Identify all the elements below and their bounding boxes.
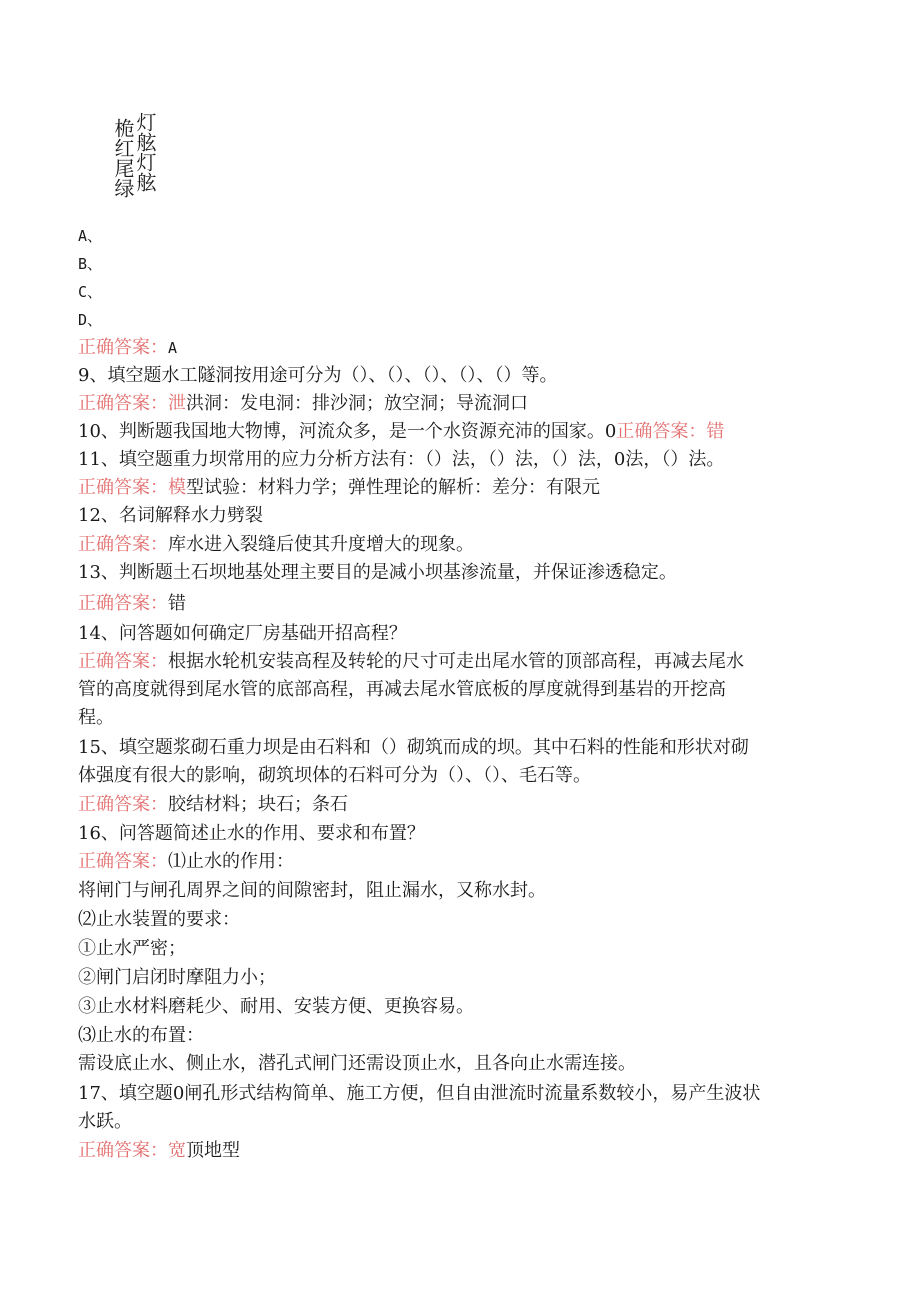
q12-answer-row [78, 533, 474, 557]
answer-label: 正确答案： [78, 794, 168, 815]
q15-answer: 胶结材料；块石；条石 [168, 794, 348, 815]
q8-answer-row [78, 336, 177, 360]
answer-label: 正确答案： [78, 477, 168, 498]
q14-answer-line3: 程。 [78, 707, 114, 728]
q11-answer-first: 模 [168, 477, 186, 498]
answer-label: 正确答案： [78, 534, 168, 555]
q17-answer-row [78, 1139, 240, 1163]
q10-row [78, 420, 724, 444]
q10-question: 10、判断题我国地大物博，河流众多，是一个水资源充沛的国家。0 [78, 421, 617, 442]
q13-answer-row [78, 592, 186, 616]
q16-question: 16、问答题简述止水的作用、要求和布置？ [78, 823, 425, 844]
answer-label: 正确答案： [78, 593, 168, 614]
figure-column-left: 桅红尾绿 [111, 118, 135, 198]
option-d: D、 [78, 311, 103, 329]
q17-answer-first: 宽 [168, 1140, 186, 1161]
q16-answer-line: 将闸门与闸孔周界之间的间隙密封，阻止漏水，又称水封。 [78, 880, 546, 901]
q16-answer-row [78, 850, 294, 874]
figure-column-right: 灯舷灯舷 [133, 112, 157, 192]
q12-question: 12、名词解释水力劈裂 [78, 505, 263, 526]
q13-answer: 错 [168, 593, 186, 614]
q9-answer-first: 泄 [168, 393, 186, 414]
q11-answer-row [78, 476, 600, 500]
q17-question-line2: 水跃。 [78, 1111, 132, 1132]
q12-answer: 库水进入裂缝后使其升度增大的现象。 [168, 534, 474, 555]
q8-answer: A [168, 339, 178, 357]
q16-answer-line: ①止水严密； [78, 938, 186, 959]
answer-label: 正确答案： [78, 851, 168, 872]
q16-answer-line: ⑴止水的作用： [168, 851, 294, 872]
q15-answer-row [78, 793, 348, 817]
q16-answer-line: ⑵止水装置的要求： [78, 909, 240, 930]
q11-answer-rest: 型试验：材料力学；弹性理论的解析：差分：有限元 [186, 477, 600, 498]
option-a: A、 [78, 227, 103, 245]
q15-question-line1: 15、填空题浆砌石重力坝是由石料和（）砌筑而成的坝。其中石料的性能和形状对砌 [78, 737, 749, 758]
q14-answer-line1: 根据水轮机安装高程及转轮的尺寸可走出尾水管的顶部高程，再减去尾水 [168, 651, 744, 672]
answer-label: 正确答案： [78, 651, 168, 672]
q14-answer-line2: 管的高度就得到尾水管的底部高程，再减去尾水管底板的厚度就得到基岩的开挖高 [78, 679, 726, 700]
q17-question-line1: 17、填空题0闸孔形式结构简单、施工方便，但自由泄流时流量系数较小，易产生波状 [78, 1083, 761, 1104]
q10-answer: 错 [706, 421, 725, 442]
answer-label: 正确答案： [78, 393, 168, 414]
q11-question: 11、填空题重力坝常用的应力分析方法有：（）法，（）法，（）法，0法，（）法。 [78, 449, 725, 470]
option-c: C、 [78, 283, 103, 301]
q14-question: 14、问答题如何确定厂房基础开招高程？ [78, 623, 407, 644]
answer-label: 正确答案： [78, 337, 168, 358]
q15-question-line2: 体强度有很大的影响，砌筑坝体的石料可分为（）、（）、毛石等。 [78, 765, 591, 786]
q9-answer-rest: 洪洞：发电洞：排沙洞；放空洞；导流洞口 [186, 393, 528, 414]
option-b: B、 [78, 255, 103, 273]
q16-answer-line: 需设底止水、侧止水，潜孔式闸门还需设顶止水，且各向止水需连接。 [78, 1053, 636, 1074]
answer-label: 正确答案： [616, 421, 707, 442]
answer-label: 正确答案： [78, 1140, 168, 1161]
q17-answer-rest: 顶地型 [186, 1140, 240, 1161]
q14-answer-row [78, 650, 744, 674]
q13-question: 13、判断题土石坝地基处理主要目的是减小坝基渗流量，并保证渗透稳定。 [78, 562, 677, 583]
q9-answer-row [78, 392, 528, 416]
q16-answer-line: ②闸门启闭时摩阻力小； [78, 967, 276, 988]
q16-answer-line: ⑶止水的布置： [78, 1025, 204, 1046]
q16-answer-line: ③止水材料磨耗少、耐用、安装方便、更换容易。 [78, 996, 474, 1017]
q9-question: 9、填空题水工隧洞按用途可分为（）、（）、（）、（）、（）等。 [78, 365, 558, 386]
